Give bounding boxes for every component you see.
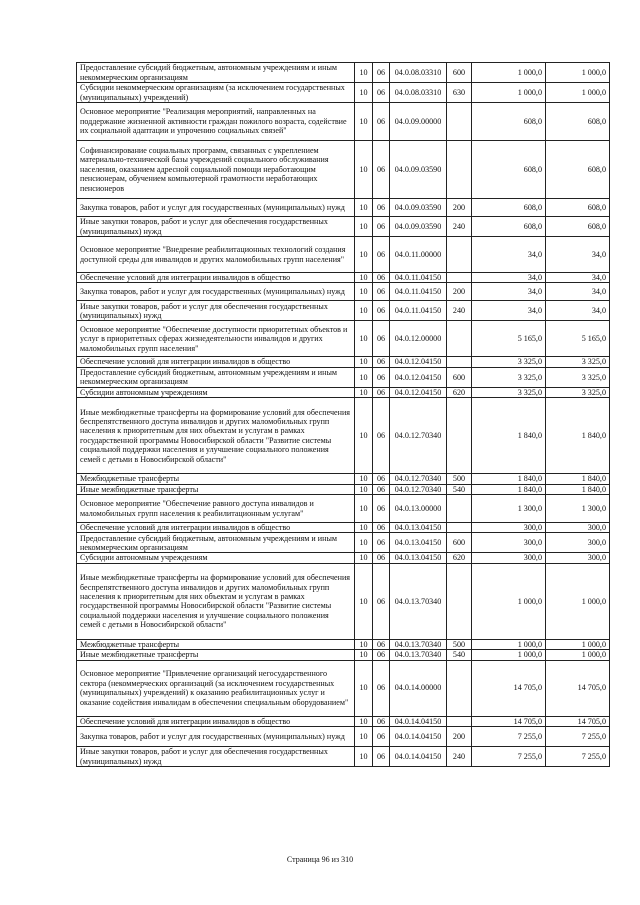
row-amount-2: 608,0 (546, 199, 610, 217)
row-amount-1: 14 705,0 (472, 716, 546, 726)
row-expense-type (447, 237, 472, 273)
row-target-article: 04.0.09.03590 (390, 141, 447, 199)
row-name: Иные закупки товаров, работ и услуг для обеспечения государственных (муниципальных) нужд (77, 217, 355, 237)
row-target-article: 04.0.12.04150 (390, 357, 447, 367)
row-expense-type (447, 141, 472, 199)
row-name: Основное мероприятие "Привлечение организаций негосударственного сектора (некоммерческих организаций (за исключением государственных (муниципальных) учреждений) к оказанию реабилитационных услуг и оказание содействия инвалидам в обеспечении специальным оборудованием" (77, 660, 355, 716)
row-name: Основное мероприятие "Внедрение реабилитационных технологий создания доступной среды для инвалидов и других маломобильных групп населения" (77, 237, 355, 273)
row-subsection: 06 (373, 321, 390, 357)
row-amount-1: 1 000,0 (472, 83, 546, 103)
table-row (77, 398, 610, 474)
row-target-article: 04.0.08.03310 (390, 83, 447, 103)
row-target-article: 04.0.12.70340 (390, 474, 447, 484)
row-name: Закупка товаров, работ и услуг для государственных (муниципальных) нужд (77, 283, 355, 301)
row-expense-type: 600 (447, 533, 472, 553)
row-target-article: 04.0.13.70340 (390, 563, 447, 639)
row-name: Иные закупки товаров, работ и услуг для обеспечения государственных (муниципальных) нужд (77, 747, 355, 767)
row-section: 10 (355, 217, 373, 237)
row-target-article: 04.0.11.04150 (390, 283, 447, 301)
row-subsection: 06 (373, 727, 390, 747)
budget-table (76, 62, 610, 767)
row-target-article: 04.0.08.03310 (390, 63, 447, 83)
row-amount-2: 300,0 (546, 523, 610, 533)
row-expense-type: 500 (447, 639, 472, 649)
table-row (77, 563, 610, 639)
row-amount-2: 1 000,0 (546, 563, 610, 639)
row-amount-1: 14 705,0 (472, 660, 546, 716)
row-name: Закупка товаров, работ и услуг для государственных (муниципальных) нужд (77, 199, 355, 217)
table-row (77, 650, 610, 660)
row-name: Иные закупки товаров, работ и услуг для обеспечения государственных (муниципальных) нужд (77, 301, 355, 321)
row-name: Межбюджетные трансферты (77, 474, 355, 484)
row-subsection: 06 (373, 533, 390, 553)
row-subsection: 06 (373, 639, 390, 649)
table-row (77, 199, 610, 217)
row-expense-type: 200 (447, 199, 472, 217)
row-subsection: 06 (373, 237, 390, 273)
row-section: 10 (355, 727, 373, 747)
row-amount-2: 300,0 (546, 553, 610, 563)
row-amount-2: 1 000,0 (546, 83, 610, 103)
row-subsection: 06 (373, 563, 390, 639)
row-expense-type: 240 (447, 747, 472, 767)
row-section: 10 (355, 199, 373, 217)
table-row (77, 474, 610, 484)
row-section: 10 (355, 103, 373, 141)
row-amount-1: 3 325,0 (472, 387, 546, 397)
table-row (77, 553, 610, 563)
row-name: Обеспечение условий для интеграции инвалидов в общество (77, 716, 355, 726)
table-body (77, 63, 610, 767)
row-amount-2: 14 705,0 (546, 660, 610, 716)
row-expense-type (447, 716, 472, 726)
row-expense-type (447, 398, 472, 474)
row-section: 10 (355, 237, 373, 273)
table-row (77, 283, 610, 301)
table-row (77, 83, 610, 103)
row-amount-1: 608,0 (472, 141, 546, 199)
table-row (77, 357, 610, 367)
row-expense-type: 620 (447, 387, 472, 397)
row-expense-type: 200 (447, 283, 472, 301)
row-amount-1: 7 255,0 (472, 747, 546, 767)
row-amount-1: 608,0 (472, 217, 546, 237)
row-amount-1: 1 000,0 (472, 563, 546, 639)
row-amount-1: 300,0 (472, 523, 546, 533)
row-amount-1: 34,0 (472, 301, 546, 321)
row-name: Субсидии некоммерческим организациям (за исключением государственных (муниципальных) учреждений) (77, 83, 355, 103)
row-name: Субсидии автономным учреждениям (77, 553, 355, 563)
table-row (77, 273, 610, 283)
table-row (77, 523, 610, 533)
row-expense-type: 500 (447, 474, 472, 484)
row-amount-2: 1 000,0 (546, 63, 610, 83)
row-amount-2: 3 325,0 (546, 387, 610, 397)
row-amount-2: 1 300,0 (546, 495, 610, 523)
row-subsection: 06 (373, 199, 390, 217)
row-subsection: 06 (373, 716, 390, 726)
row-name: Иные межбюджетные трансферты (77, 484, 355, 494)
row-target-article: 04.0.09.03590 (390, 217, 447, 237)
table-row (77, 321, 610, 357)
row-section: 10 (355, 321, 373, 357)
row-section: 10 (355, 747, 373, 767)
row-target-article: 04.0.13.00000 (390, 495, 447, 523)
row-subsection: 06 (373, 217, 390, 237)
table-row (77, 495, 610, 523)
row-target-article: 04.0.11.04150 (390, 273, 447, 283)
table-row (77, 660, 610, 716)
table-row (77, 727, 610, 747)
row-amount-1: 1 000,0 (472, 650, 546, 660)
row-amount-2: 1 840,0 (546, 398, 610, 474)
row-subsection: 06 (373, 523, 390, 533)
row-amount-1: 300,0 (472, 533, 546, 553)
row-target-article: 04.0.09.00000 (390, 103, 447, 141)
row-name: Закупка товаров, работ и услуг для государственных (муниципальных) нужд (77, 727, 355, 747)
row-section: 10 (355, 484, 373, 494)
row-section: 10 (355, 63, 373, 83)
row-expense-type (447, 103, 472, 141)
row-section: 10 (355, 83, 373, 103)
row-name: Субсидии автономным учреждениям (77, 387, 355, 397)
table-row (77, 639, 610, 649)
row-target-article: 04.0.14.04150 (390, 727, 447, 747)
row-amount-1: 608,0 (472, 199, 546, 217)
row-amount-1: 3 325,0 (472, 357, 546, 367)
row-name: Предоставление субсидий бюджетным, автономным учреждениям и иным некоммерческим организациям (77, 533, 355, 553)
row-target-article: 04.0.09.03590 (390, 199, 447, 217)
row-section: 10 (355, 474, 373, 484)
row-amount-2: 1 000,0 (546, 639, 610, 649)
row-subsection: 06 (373, 357, 390, 367)
table-row (77, 387, 610, 397)
table-row (77, 217, 610, 237)
row-expense-type: 620 (447, 553, 472, 563)
row-target-article: 04.0.11.00000 (390, 237, 447, 273)
row-amount-1: 1 840,0 (472, 474, 546, 484)
row-amount-2: 3 325,0 (546, 367, 610, 387)
budget-table-sheet (76, 62, 609, 767)
row-expense-type: 540 (447, 650, 472, 660)
row-subsection: 06 (373, 387, 390, 397)
row-name: Предоставление субсидий бюджетным, автономным учреждениям и иным некоммерческим организациям (77, 63, 355, 83)
table-row (77, 63, 610, 83)
row-subsection: 06 (373, 83, 390, 103)
row-expense-type: 200 (447, 727, 472, 747)
row-amount-1: 7 255,0 (472, 727, 546, 747)
row-subsection: 06 (373, 367, 390, 387)
row-amount-2: 7 255,0 (546, 727, 610, 747)
row-section: 10 (355, 398, 373, 474)
row-amount-2: 1 840,0 (546, 484, 610, 494)
row-name: Предоставление субсидий бюджетным, автономным учреждениям и иным некоммерческим организациям (77, 367, 355, 387)
row-section: 10 (355, 273, 373, 283)
row-subsection: 06 (373, 63, 390, 83)
row-section: 10 (355, 553, 373, 563)
row-subsection: 06 (373, 103, 390, 141)
row-amount-1: 1 000,0 (472, 63, 546, 83)
row-amount-2: 608,0 (546, 103, 610, 141)
row-amount-2: 34,0 (546, 301, 610, 321)
row-amount-2: 34,0 (546, 237, 610, 273)
row-amount-1: 34,0 (472, 237, 546, 273)
row-amount-2: 34,0 (546, 283, 610, 301)
row-name: Основное мероприятие "Реализация мероприятий, направленных на поддержание жизненной активности граждан пожилого возраста, содействие их социальной адаптации и упрочению социальных связей" (77, 103, 355, 141)
row-expense-type: 240 (447, 217, 472, 237)
row-name: Иные межбюджетные трансферты на формирование условий для обеспечения беспрепятственного доступа инвалидов и других маломобильных групп населения к приоритетным для них объектам и услугам в рамках государственной программы Новосибирской области "Развитие системы социальной поддержки населения и улучшение социального положения семей с детьми в Новосибирской области" (77, 563, 355, 639)
row-name: Софинансирование социальных программ, связанных с укреплением материально-технической базы учреждений социального обслуживания населения, оказанием адресной социальной помощи неработающим пенсионерам, обучением компьютерной грамотности неработающих пенсионеров (77, 141, 355, 199)
row-amount-2: 608,0 (546, 217, 610, 237)
row-subsection: 06 (373, 660, 390, 716)
row-amount-2: 1 840,0 (546, 474, 610, 484)
row-section: 10 (355, 301, 373, 321)
row-subsection: 06 (373, 650, 390, 660)
row-amount-1: 608,0 (472, 103, 546, 141)
row-target-article: 04.0.12.70340 (390, 398, 447, 474)
row-expense-type: 630 (447, 83, 472, 103)
row-amount-1: 300,0 (472, 553, 546, 563)
page-number: Страница 96 из 310 (286, 855, 354, 864)
row-name: Основное мероприятие "Обеспечение доступности приоритетных объектов и услуг в приоритетных сферах жизнедеятельности инвалидов и других маломобильных групп населения" (77, 321, 355, 357)
table-row (77, 141, 610, 199)
table-row (77, 716, 610, 726)
table-row (77, 747, 610, 767)
row-name: Межбюджетные трансферты (77, 639, 355, 649)
row-name: Обеспечение условий для интеграции инвалидов в общество (77, 273, 355, 283)
row-expense-type: 240 (447, 301, 472, 321)
row-target-article: 04.0.14.00000 (390, 660, 447, 716)
row-amount-1: 5 165,0 (472, 321, 546, 357)
row-amount-1: 1 840,0 (472, 398, 546, 474)
row-subsection: 06 (373, 273, 390, 283)
row-target-article: 04.0.12.04150 (390, 387, 447, 397)
row-section: 10 (355, 716, 373, 726)
row-expense-type (447, 357, 472, 367)
row-expense-type: 540 (447, 484, 472, 494)
row-section: 10 (355, 495, 373, 523)
row-amount-1: 1 300,0 (472, 495, 546, 523)
row-section: 10 (355, 283, 373, 301)
row-amount-1: 3 325,0 (472, 367, 546, 387)
row-expense-type: 600 (447, 367, 472, 387)
row-target-article: 04.0.13.04150 (390, 523, 447, 533)
table-row (77, 484, 610, 494)
row-amount-1: 1 000,0 (472, 639, 546, 649)
row-amount-2: 1 000,0 (546, 650, 610, 660)
row-expense-type (447, 273, 472, 283)
row-subsection: 06 (373, 495, 390, 523)
row-section: 10 (355, 563, 373, 639)
row-section: 10 (355, 387, 373, 397)
row-section: 10 (355, 141, 373, 199)
row-subsection: 06 (373, 398, 390, 474)
row-section: 10 (355, 650, 373, 660)
row-amount-2: 300,0 (546, 533, 610, 553)
row-target-article: 04.0.13.04150 (390, 553, 447, 563)
row-amount-2: 5 165,0 (546, 321, 610, 357)
row-subsection: 06 (373, 553, 390, 563)
row-subsection: 06 (373, 141, 390, 199)
row-expense-type: 600 (447, 63, 472, 83)
row-section: 10 (355, 357, 373, 367)
row-section: 10 (355, 533, 373, 553)
row-name: Обеспечение условий для интеграции инвалидов в общество (77, 523, 355, 533)
row-target-article: 04.0.13.70340 (390, 650, 447, 660)
row-expense-type (447, 660, 472, 716)
row-amount-2: 608,0 (546, 141, 610, 199)
row-target-article: 04.0.13.70340 (390, 639, 447, 649)
table-row (77, 237, 610, 273)
row-amount-2: 7 255,0 (546, 747, 610, 767)
row-expense-type (447, 321, 472, 357)
row-target-article: 04.0.14.04150 (390, 716, 447, 726)
row-name: Обеспечение условий для интеграции инвалидов в общество (77, 357, 355, 367)
table-row (77, 301, 610, 321)
row-target-article: 04.0.14.04150 (390, 747, 447, 767)
row-target-article: 04.0.11.04150 (390, 301, 447, 321)
row-amount-2: 14 705,0 (546, 716, 610, 726)
row-target-article: 04.0.12.70340 (390, 484, 447, 494)
row-target-article: 04.0.12.04150 (390, 367, 447, 387)
row-expense-type (447, 495, 472, 523)
row-name: Иные межбюджетные трансферты (77, 650, 355, 660)
row-amount-2: 3 325,0 (546, 357, 610, 367)
row-section: 10 (355, 660, 373, 716)
row-subsection: 06 (373, 484, 390, 494)
row-target-article: 04.0.12.00000 (390, 321, 447, 357)
row-target-article: 04.0.13.04150 (390, 533, 447, 553)
row-section: 10 (355, 367, 373, 387)
row-expense-type (447, 563, 472, 639)
row-section: 10 (355, 523, 373, 533)
row-section: 10 (355, 639, 373, 649)
table-row (77, 367, 610, 387)
table-row (77, 103, 610, 141)
row-subsection: 06 (373, 747, 390, 767)
row-amount-1: 34,0 (472, 283, 546, 301)
row-name: Иные межбюджетные трансферты на формирование условий для обеспечения беспрепятственного доступа инвалидов и других маломобильных групп населения к приоритетным для них объектам и услугам в рамках государственной программы Новосибирской области "Развитие системы социальной поддержки населения и улучшение социального положения семей с детьми в Новосибирской области" (77, 398, 355, 474)
row-subsection: 06 (373, 301, 390, 321)
row-amount-2: 34,0 (546, 273, 610, 283)
row-amount-1: 34,0 (472, 273, 546, 283)
table-row (77, 533, 610, 553)
row-subsection: 06 (373, 283, 390, 301)
row-name: Основное мероприятие "Обеспечение равного доступа инвалидов и маломобильных групп населения к реабилитационным услугам" (77, 495, 355, 523)
row-expense-type (447, 523, 472, 533)
row-amount-1: 1 840,0 (472, 484, 546, 494)
row-subsection: 06 (373, 474, 390, 484)
